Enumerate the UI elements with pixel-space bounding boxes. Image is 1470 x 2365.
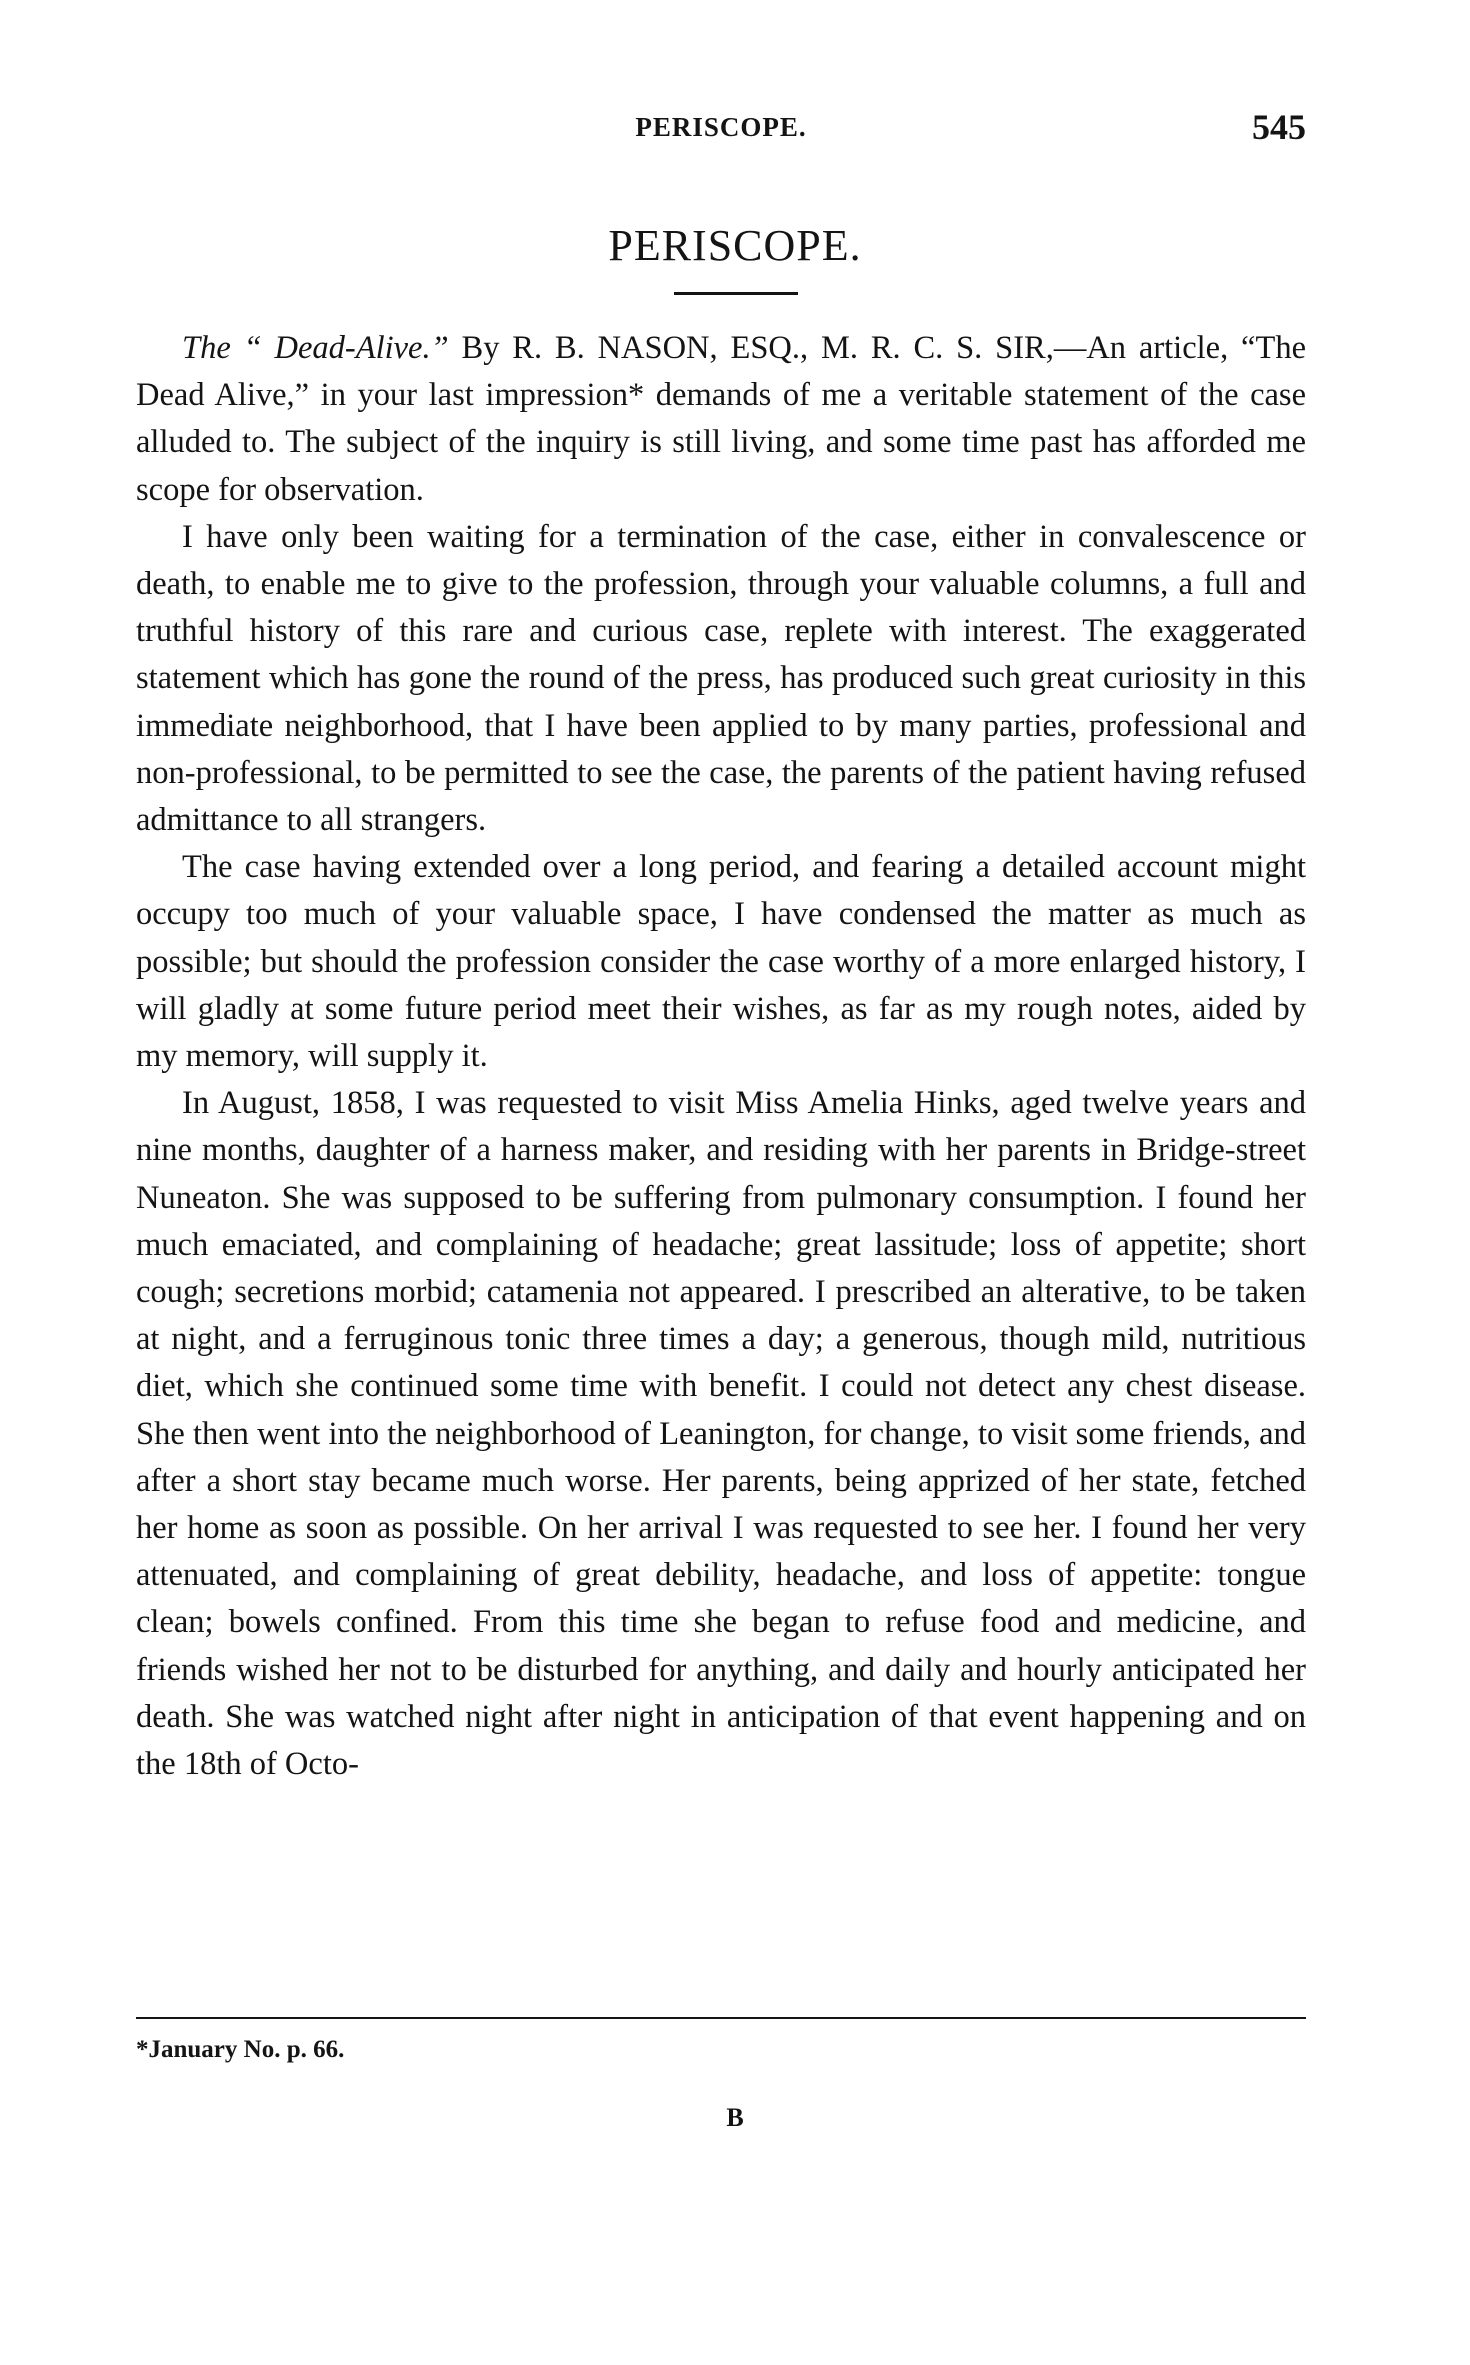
footnote-rule xyxy=(136,2017,1306,2019)
article-lead-title: The “ Dead-Alive.” xyxy=(182,330,449,366)
article-lead-text: By R. B. NASON, ESQ., M. R. C. S. SIR,—An article, “The Dead Alive,” in your last impression* demands of me a veritable statement of the case alluded to. The subject of the inquiry is still living, and some time past has afforded me scope for observation. xyxy=(136,330,1306,508)
title-rule xyxy=(674,292,798,295)
article-paragraph-2: I have only been waiting for a termination of the case, either in convalescence or death, to enable me to give to the profession, through your valuable columns, a full and truthful history of this rare and curious case, replete with interest. The exaggerated statement which has gone the round of the press, has produced such great curiosity in this immediate neighborhood, that I have been applied to by many parties, professional and non-professional, to be permitted to see the case, the parents of the patient having refused admittance to all strangers. xyxy=(136,518,1306,839)
running-head xyxy=(136,107,1306,152)
article-body xyxy=(136,325,1306,1788)
article-paragraph-4: In August, 1858, I was requested to visit Miss Amelia Hinks, aged twelve years and nine months, daughter of a harness maker, and residing with her parents in Bridge-street Nuneaton. She was supposed to be suffering from pulmonary consumption. I found her much emaciated, and complaining of headache; great lassitude; loss of appetite; short cough; secretions morbid; catamenia not appeared. I prescribed an alterative, to be taken at night, and a ferruginous tonic three times a day; a generous, though mild, nutritious diet, which she continued some time with benefit. I could not detect any chest disease. She then went into the neighborhood of Leanington, for change, to visit some friends, and after a short stay became much worse. Her parents, being apprized of her state, fetched her home as soon as possible. On her arrival I was requested to see her. I found her very attenuated, and complaining of great debility, headache, and loss of appetite: tongue clean; bowels confined. From this time she began to refuse food and medicine, and friends wished her not to be disturbed for anything, and daily and hourly anticipated her death. She was watched night after night in anticipation of that event happening and on the 18th of Octo- xyxy=(136,1085,1306,1783)
footnote: *January No. p. 66. xyxy=(136,2036,345,2063)
page-number: 545 xyxy=(1252,107,1306,147)
section-title: PERISCOPE. xyxy=(608,221,862,270)
article-paragraph-3: The case having extended over a long period, and fearing a detailed account might occupy too much of your valuable space, I have condensed the matter as much as possible; but should the profession consider the case worthy of a more enlarged history, I will gladly at some future period meet their wishes, as far as my rough notes, aided by my memory, will supply it. xyxy=(136,849,1306,1075)
signature-mark: B xyxy=(726,2103,744,2132)
running-title: PERISCOPE. xyxy=(635,112,807,142)
article-paragraph-1 xyxy=(136,325,1306,514)
